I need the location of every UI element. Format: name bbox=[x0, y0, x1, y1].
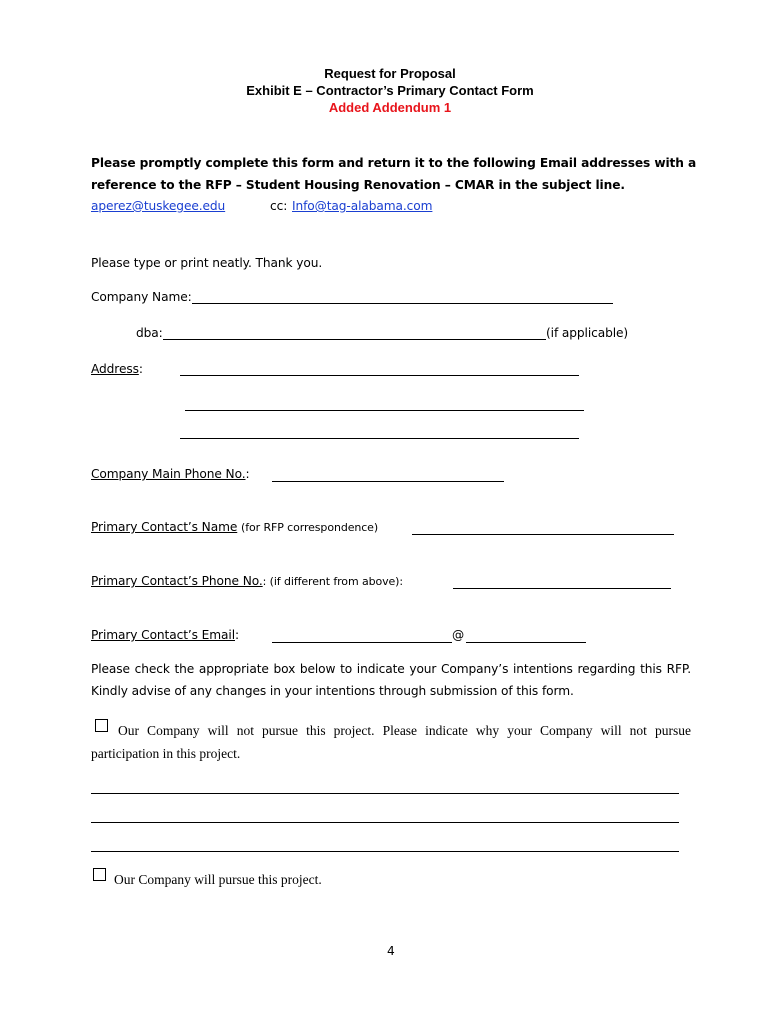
dba-label: dba: bbox=[136, 326, 163, 340]
intent-line-1: Please check the appropriate box below to indicate your Company’s intentions regarding this RFP. bbox=[91, 662, 691, 676]
reason-line-3[interactable] bbox=[91, 851, 679, 852]
dba-field[interactable] bbox=[163, 339, 546, 340]
company-name-label: Company Name: bbox=[91, 290, 192, 304]
contact-phone-label-wrap bbox=[91, 574, 403, 588]
contact-name-field[interactable] bbox=[412, 534, 674, 535]
contact-email-label-wrap bbox=[91, 628, 239, 642]
address-label: Address bbox=[91, 362, 139, 376]
address-label-wrap bbox=[91, 362, 143, 376]
company-name-field[interactable] bbox=[192, 303, 613, 304]
contact-name-label: Primary Contact’s Name bbox=[91, 520, 238, 534]
contact-phone-field[interactable] bbox=[453, 588, 671, 589]
address-field-line-2[interactable] bbox=[185, 410, 584, 411]
contact-email-colon: : bbox=[235, 628, 240, 642]
intent-line-2: Kindly advise of any changes in your intentions through submission of this form. bbox=[91, 684, 574, 698]
address-field-line-1[interactable] bbox=[180, 375, 579, 376]
pursue-checkbox[interactable] bbox=[93, 868, 106, 881]
contact-phone-label: Primary Contact’s Phone No. bbox=[91, 574, 263, 588]
reason-line-2[interactable] bbox=[91, 822, 679, 823]
contact-name-note: (for RFP correspondence) bbox=[241, 521, 379, 534]
option-pursue: Our Company will pursue this project. bbox=[114, 872, 322, 887]
address-field-line-3[interactable] bbox=[180, 438, 579, 439]
instructions-line-2: reference to the RFP – Student Housing Renovation – CMAR in the subject line. bbox=[91, 178, 625, 192]
contact-email-label: Primary Contact’s Email bbox=[91, 628, 235, 642]
phone-field[interactable] bbox=[272, 481, 504, 482]
contact-name-label-wrap bbox=[91, 520, 378, 534]
phone-colon: : bbox=[245, 467, 250, 481]
contact-email-user-field[interactable] bbox=[272, 642, 452, 643]
form-subtitle: Exhibit E – Contractor’s Primary Contact Form bbox=[246, 83, 534, 98]
address-colon: : bbox=[138, 362, 143, 376]
phone-label-wrap bbox=[91, 467, 250, 481]
instructions-line-1: Please promptly complete this form and return it to the following Email addresses with a bbox=[91, 156, 697, 170]
phone-label: Company Main Phone No. bbox=[91, 467, 246, 481]
option-not-pursue-line-2: participation in this project. bbox=[91, 746, 241, 761]
contact-email-domain-field[interactable] bbox=[466, 642, 586, 643]
at-sign: @ bbox=[452, 628, 465, 642]
reason-line-1[interactable] bbox=[91, 793, 679, 794]
addendum-label: Added Addendum 1 bbox=[328, 100, 452, 115]
primary-email-link[interactable]: aperez@tuskegee.edu bbox=[91, 199, 226, 213]
print-note: Please type or print neatly. Thank you. bbox=[91, 256, 323, 270]
cc-label: cc: bbox=[270, 199, 288, 213]
form-title: Request for Proposal bbox=[324, 66, 456, 81]
cc-email-link[interactable]: Info@tag-alabama.com bbox=[292, 199, 433, 213]
dba-note: (if applicable) bbox=[546, 326, 629, 340]
contact-phone-note: : (if different from above): bbox=[262, 575, 403, 588]
page-number: 4 bbox=[387, 944, 395, 958]
option-not-pursue-line-1: Our Company will not pursue this project. Please indicate why your Company will not pursue bbox=[118, 723, 691, 738]
not-pursue-checkbox[interactable] bbox=[95, 719, 108, 732]
